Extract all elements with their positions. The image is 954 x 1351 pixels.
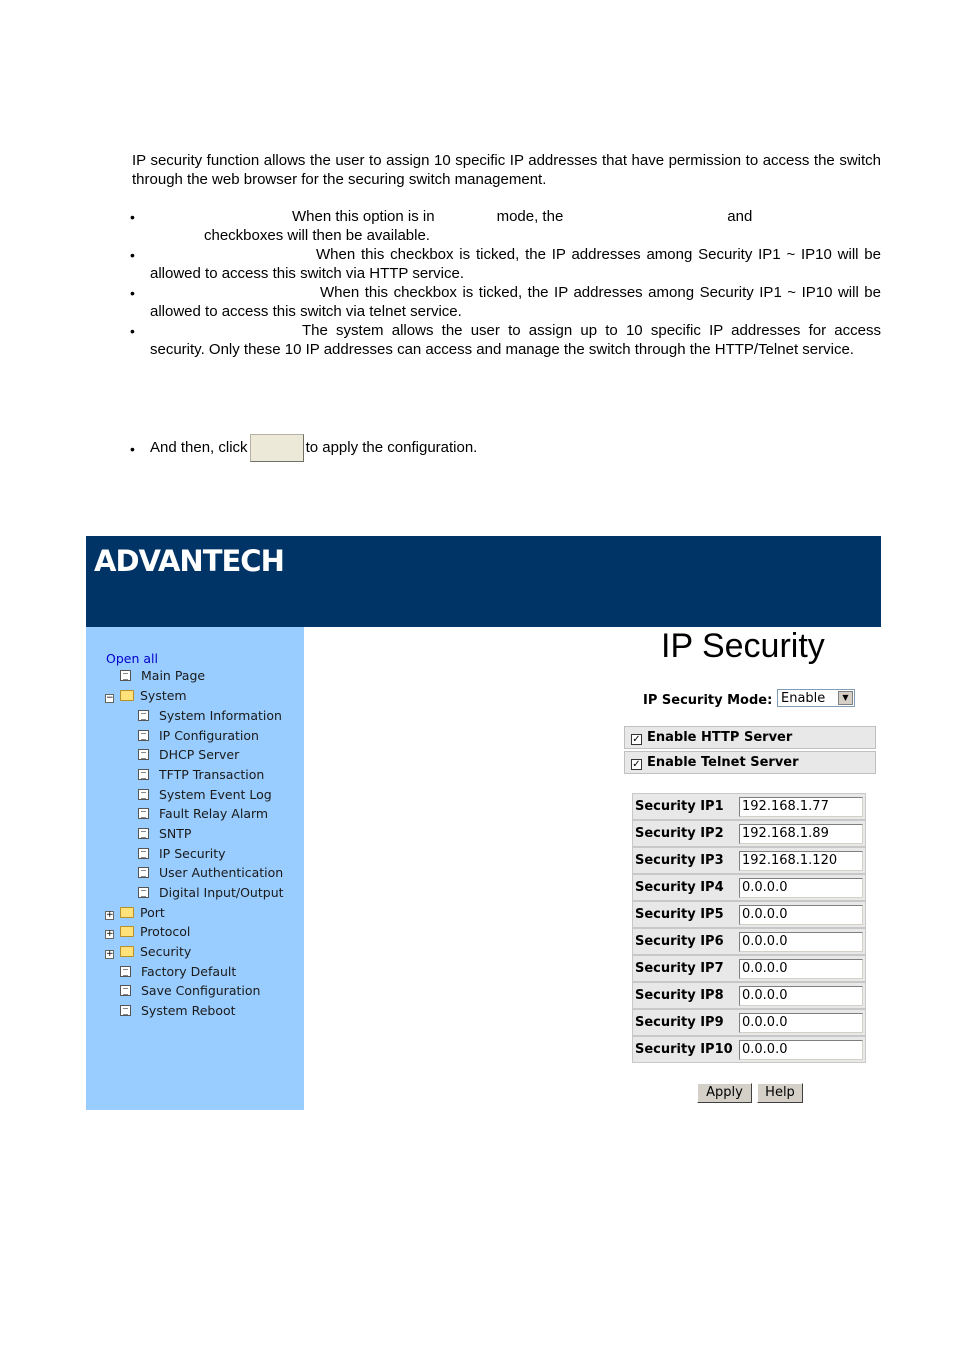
expand-icon[interactable]: +	[106, 910, 114, 920]
page-icon	[138, 710, 149, 721]
security-ip10-input[interactable]: 0.0.0.0	[739, 1040, 863, 1060]
security-ip9-input[interactable]: 0.0.0.0	[739, 1013, 863, 1033]
help-button[interactable]: Help	[757, 1083, 803, 1103]
table-row: Security IP3 192.168.1.120	[632, 847, 866, 874]
table-row: Security IP1 192.168.1.77	[632, 793, 866, 820]
security-ip8-input[interactable]: 0.0.0.0	[739, 986, 863, 1006]
nav-system-event-log[interactable]: System Event Log	[138, 786, 272, 804]
security-ip7-input[interactable]: 0.0.0.0	[739, 959, 863, 979]
table-row: Security IP9 0.0.0.0	[632, 1009, 866, 1036]
nav-dhcp-server[interactable]: DHCP Server	[138, 746, 239, 764]
page-icon	[120, 670, 131, 681]
security-ip4-input[interactable]: 0.0.0.0	[739, 878, 863, 898]
expand-icon[interactable]: +	[106, 949, 114, 959]
nav-security[interactable]: + Security	[106, 944, 192, 959]
page-icon	[138, 749, 149, 760]
table-row: Security IP10 0.0.0.0	[632, 1036, 866, 1063]
page-icon	[138, 828, 149, 839]
nav-port[interactable]: + Port	[106, 905, 165, 920]
nav-ip-security[interactable]: IP Security	[138, 845, 226, 863]
web-ui-screenshot	[86, 536, 881, 1110]
page-icon	[138, 769, 149, 780]
header-banner	[86, 536, 881, 627]
nav-sntp[interactable]: SNTP	[138, 825, 191, 843]
security-ip6-input[interactable]: 0.0.0.0	[739, 932, 863, 952]
mode-select[interactable]: Enable ▼	[777, 689, 855, 707]
telnet-server-checkbox[interactable]: ✓	[632, 759, 641, 770]
http-server-row: ✓ Enable HTTP Server	[624, 726, 876, 749]
folder-icon	[120, 946, 134, 957]
nav-protocol[interactable]: + Protocol	[106, 924, 191, 939]
manual-text: IP security function allows the user to assign 10 specific IP addresses that have permission to access the switch through the web browser for the securing switch management. • When this option is in mode, the and checkboxes will then be available. • When this checkbox is ticked, the IP addresses among Security IP1 ~ IP10 will be allowed to access this switch via HTTP service. • When this checkbox is ticked, the IP addresses among Security IP1 ~ IP10 will be allowed to access this switch via telnet service. • The system allows the user to assign up to 10 specific IP addresses for access security. Only these 10 IP addresses can access and manage the switch through the HTTP/Telnet service. • And then, click to apply the configuration.	[132, 152, 881, 209]
page-icon	[138, 867, 149, 878]
table-row: Security IP4 0.0.0.0	[632, 874, 866, 901]
nav-tree	[86, 627, 304, 1110]
page-icon	[138, 730, 149, 741]
page-title: IP Security	[661, 627, 825, 665]
collapse-icon[interactable]: −	[106, 693, 114, 703]
folder-icon	[120, 926, 134, 937]
table-row: Security IP8 0.0.0.0	[632, 982, 866, 1009]
apply-button-image	[250, 434, 304, 462]
table-row: Security IP5 0.0.0.0	[632, 901, 866, 928]
security-ip5-input[interactable]: 0.0.0.0	[739, 905, 863, 925]
page-icon	[120, 966, 131, 977]
table-row: Security IP6 0.0.0.0	[632, 928, 866, 955]
chevron-down-icon[interactable]: ▼	[838, 691, 853, 705]
nav-ip-configuration[interactable]: IP Configuration	[138, 727, 259, 745]
nav-factory-default[interactable]: Factory Default	[120, 963, 236, 981]
main-panel	[304, 627, 881, 1110]
folder-icon	[120, 907, 134, 918]
nav-user-authentication[interactable]: User Authentication	[138, 864, 283, 882]
intro-paragraph: IP security function allows the user to assign 10 specific IP addresses that have permission to access the switch through the web browser for the securing switch management.	[132, 152, 881, 188]
table-row: Security IP7 0.0.0.0	[632, 955, 866, 982]
page-icon	[138, 789, 149, 800]
advantech-logo: ADVANTECH	[94, 544, 284, 578]
nav-system-information[interactable]: System Information	[138, 707, 282, 725]
nav-fault-relay-alarm[interactable]: Fault Relay Alarm	[138, 805, 268, 823]
telnet-server-row: ✓ Enable Telnet Server	[624, 751, 876, 774]
expand-icon[interactable]: +	[106, 929, 114, 939]
security-ip1-input[interactable]: 192.168.1.77	[739, 797, 863, 817]
open-all-link[interactable]: Open all	[106, 651, 158, 666]
nav-system-reboot[interactable]: System Reboot	[120, 1002, 236, 1020]
nav-tftp-transaction[interactable]: TFTP Transaction	[138, 766, 264, 784]
folder-open-icon	[120, 690, 134, 701]
nav-save-configuration[interactable]: Save Configuration	[120, 982, 260, 1000]
nav-digital-input-output[interactable]: Digital Input/Output	[138, 884, 284, 902]
security-ip2-input[interactable]: 192.168.1.89	[739, 824, 863, 844]
page-icon	[138, 808, 149, 819]
page-icon	[120, 985, 131, 996]
page-icon	[138, 887, 149, 898]
http-server-checkbox[interactable]: ✓	[632, 734, 641, 745]
table-row: Security IP2 192.168.1.89	[632, 820, 866, 847]
nav-main-page[interactable]: Main Page	[120, 667, 205, 685]
mode-label: IP Security Mode:	[643, 693, 773, 708]
page-icon	[138, 848, 149, 859]
apply-button[interactable]: Apply	[697, 1083, 752, 1103]
page-icon	[120, 1005, 131, 1016]
security-ip3-input[interactable]: 192.168.1.120	[739, 851, 863, 871]
nav-system[interactable]: − System	[106, 688, 187, 703]
